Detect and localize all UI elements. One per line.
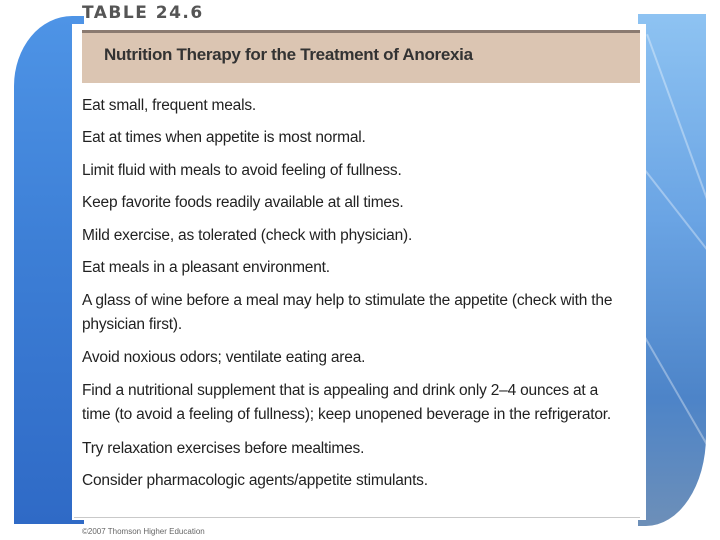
- list-item: A glass of wine before a meal may help to stimulate the appetite (check with the physician first).: [82, 292, 613, 333]
- list-item: Limit fluid with meals to avoid feeling of fullness.: [82, 162, 402, 179]
- list-item: Eat small, frequent meals.: [82, 97, 256, 114]
- list-item: Try relaxation exercises before mealtimes.: [82, 440, 365, 457]
- decorative-streak: [638, 134, 706, 309]
- copyright-notice: ©2007 Thomson Higher Education: [82, 527, 205, 536]
- bottom-rule: [74, 517, 640, 518]
- list-item: Avoid noxious odors; ventilate eating area.: [82, 349, 366, 366]
- list-item: Eat at times when appetite is most normal.: [82, 129, 366, 146]
- table-number: TABLE 24.6: [82, 3, 204, 23]
- list-item: Keep favorite foods readily available at all times.: [82, 194, 404, 211]
- table-title: Nutrition Therapy for the Treatment of Anorexia: [104, 45, 473, 64]
- list-item: Eat meals in a pleasant environment.: [82, 259, 330, 276]
- list-item: Consider pharmacologic agents/appetite stimulants.: [82, 472, 428, 489]
- table-title-bar: [82, 33, 640, 83]
- list-item: Mild exercise, as tolerated (check with physician).: [82, 227, 413, 244]
- right-decorative-panel: [638, 14, 706, 526]
- list-item: Find a nutritional supplement that is appealing and drink only 2–4 ounces at a time (to avoid a feeling of fullness); keep unopened beverage in the refrigerator.: [82, 382, 612, 423]
- decorative-streak: [638, 254, 706, 446]
